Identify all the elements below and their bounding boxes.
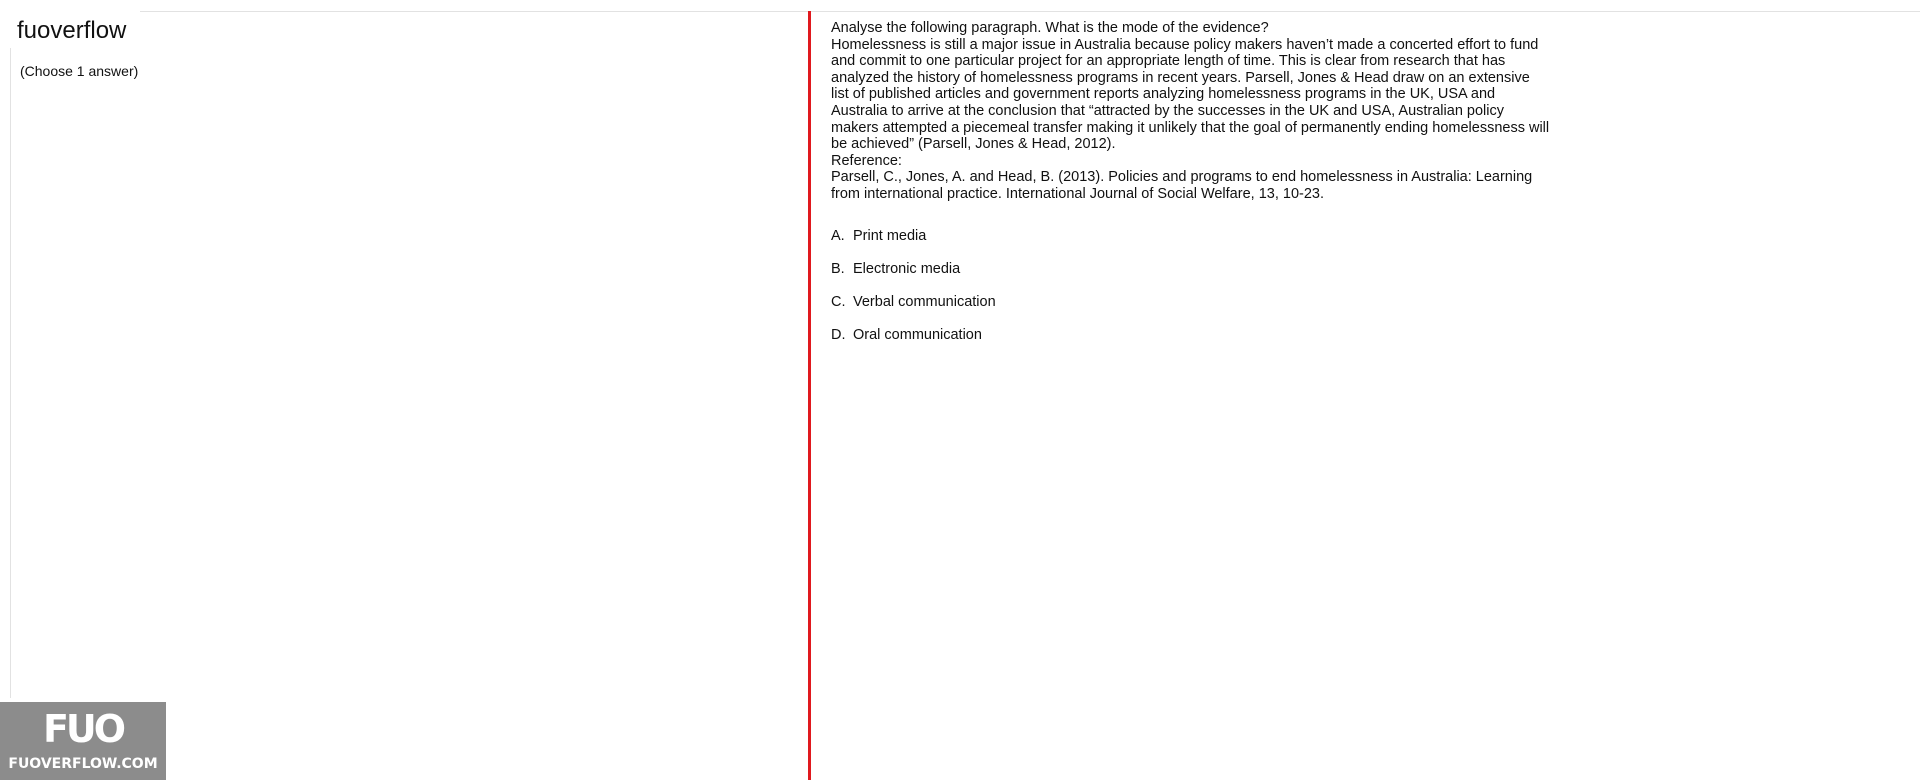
option-a[interactable] [831, 219, 1431, 252]
reference-text: Parsell, C., Jones, A. and Head, B. (2013). Policies and programs to end homelessness in Australia: Learning from international practice. International Journal of Social Welfare, 13, 10-23. [831, 169, 1533, 202]
option-text: Verbal communication [853, 293, 996, 310]
question-paragraph: Homelessness is still a major issue in Australia because policy makers haven’t made a concerted effort to fund and commit to one particular project for an appropriate length of time. This is clear from research that has analyzed the history of homelessness programs in recent years. Parsell, Jones & Head draw on an extensive list of published articles and government reports analyzing homelessness programs in the UK, USA and Australia to arrive at the conclusion that “attracted by the successes in the UK and USA, Australian policy makers attempted a piecemeal transfer making it unlikely that the goal of permanently ending homelessness will be achieved” (Parsell, Jones & Head, 2012). [831, 36, 1550, 153]
panel-divider [808, 11, 811, 780]
logo-site-text: FUOVERFLOW.COM [8, 756, 158, 772]
choose-answer-note: (Choose 1 answer) [20, 63, 139, 79]
question-block [831, 20, 1551, 203]
option-letter: C. [831, 293, 846, 310]
option-letter: D. [831, 326, 846, 343]
fuoverflow-watermark-logo [0, 702, 166, 780]
question-prompt: Analyse the following paragraph. What is the mode of the evidence? [831, 20, 1269, 36]
option-text: Print media [853, 227, 927, 244]
reference-label: Reference: [831, 152, 902, 169]
logo-mark: FUO [42, 707, 124, 751]
option-text: Oral communication [853, 326, 982, 343]
top-border [140, 11, 1920, 12]
option-b[interactable] [831, 252, 1431, 285]
left-border [10, 48, 11, 698]
option-c[interactable] [831, 285, 1431, 318]
brand-title: fuoverflow [17, 17, 127, 44]
option-d[interactable] [831, 318, 1431, 351]
option-letter: B. [831, 260, 845, 277]
answer-options [831, 219, 1431, 351]
option-letter: A. [831, 227, 845, 244]
option-text: Electronic media [853, 260, 961, 277]
